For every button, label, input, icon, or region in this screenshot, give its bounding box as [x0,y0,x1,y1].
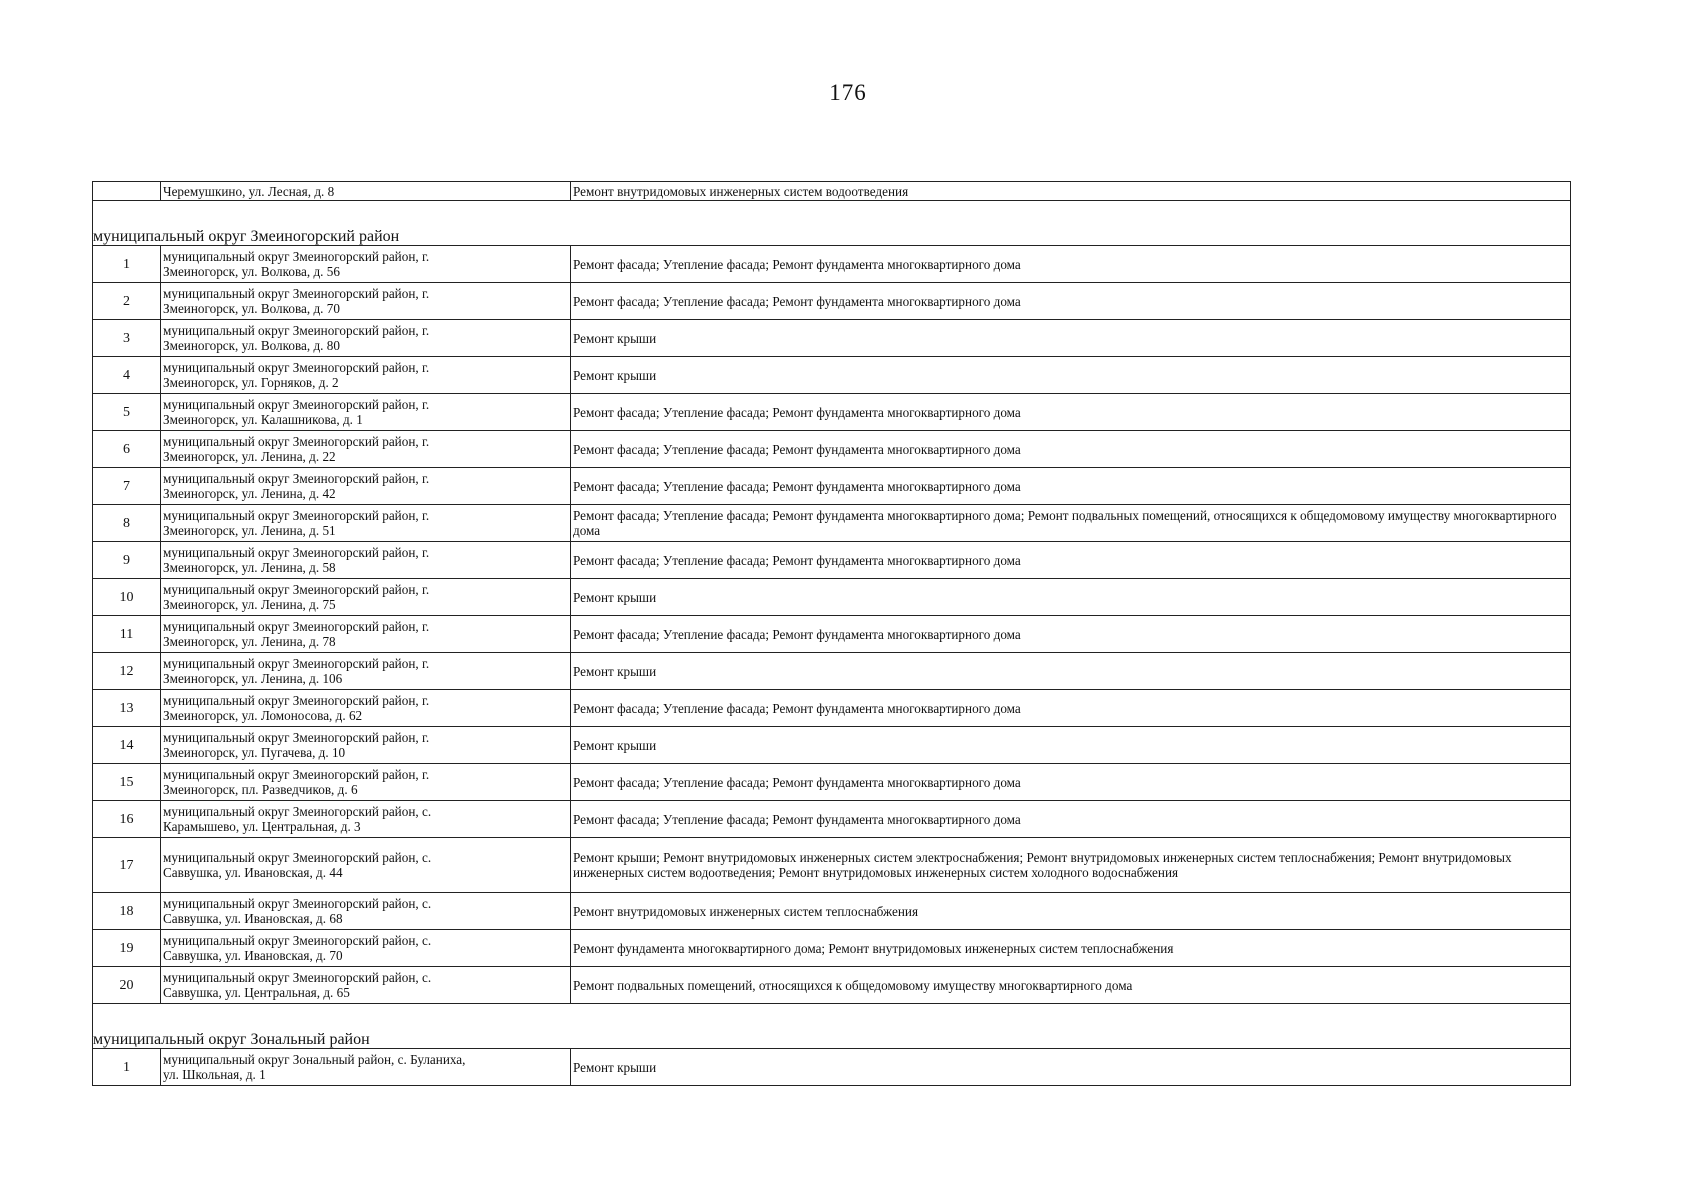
table-row [93,616,1571,653]
row-number: 6 [93,431,161,468]
row-number: 13 [93,690,161,727]
address-line-1: муниципальный округ Змеиногорский район, г. [163,360,430,375]
row-number: 11 [93,616,161,653]
address-line-1: муниципальный округ Змеиногорский район, г. [163,397,430,412]
repair-table [92,181,1571,1086]
work-cell: Ремонт фасада; Утепление фасада; Ремонт фундамента многоквартирного дома [571,616,1571,653]
section-title: муниципальный округ Зональный район [93,1031,370,1048]
table-row [93,320,1571,357]
table-row [93,579,1571,616]
address-cell: Черемушкино, ул. Лесная, д. 8 [161,182,571,201]
row-number: 2 [93,283,161,320]
row-number: 10 [93,579,161,616]
table-row [93,801,1571,838]
row-number: 1 [93,1049,161,1086]
address-line-2: Змеиногорск, пл. Разведчиков, д. 6 [163,782,358,797]
work-cell: Ремонт крыши [571,727,1571,764]
row-number: 17 [93,838,161,893]
address-line-2: Саввушка, ул. Ивановская, д. 68 [163,911,343,926]
table-row [93,394,1571,431]
address-line-2: Змеиногорск, ул. Ленина, д. 22 [163,449,336,464]
address-line-1: муниципальный округ Зональный район, с. Буланиха, [163,1052,466,1067]
row-number: 8 [93,505,161,542]
address-line-2: Саввушка, ул. Ивановская, д. 44 [163,865,343,880]
work-cell: Ремонт фасада; Утепление фасада; Ремонт фундамента многоквартирного дома [571,246,1571,283]
address-line-1: муниципальный округ Змеиногорский район, г. [163,582,430,597]
row-number: 16 [93,801,161,838]
table-row [93,1049,1571,1086]
work-cell: Ремонт крыши [571,579,1571,616]
address-cell [161,431,571,468]
row-number: 7 [93,468,161,505]
row-number: 14 [93,727,161,764]
work-cell: Ремонт крыши [571,653,1571,690]
address-cell [161,616,571,653]
address-cell [161,505,571,542]
address-line-2: Змеиногорск, ул. Ленина, д. 42 [163,486,336,501]
address-line-2: Змеиногорск, ул. Ломоносова, д. 62 [163,708,363,723]
address-line-2: Змеиногорск, ул. Ленина, д. 51 [163,523,336,538]
table-row [93,357,1571,394]
table-row [93,653,1571,690]
work-cell: Ремонт фасада; Утепление фасада; Ремонт фундамента многоквартирного дома [571,542,1571,579]
table-row [93,838,1571,893]
address-cell [161,1049,571,1086]
address-cell [161,394,571,431]
table-row [93,246,1571,283]
table-row [93,182,1571,201]
table-row [93,542,1571,579]
address-line-1: муниципальный округ Змеиногорский район, с. [163,896,432,911]
address-cell [161,930,571,967]
section-header-cell [93,201,1571,246]
address-line-1: муниципальный округ Змеиногорский район, с. [163,804,432,819]
row-number: 1 [93,246,161,283]
table-row [93,431,1571,468]
address-line-1: муниципальный округ Змеиногорский район, г. [163,508,430,523]
address-line-2: Змеиногорск, ул. Ленина, д. 75 [163,597,336,612]
work-cell: Ремонт крыши [571,357,1571,394]
table-row [93,967,1571,1004]
address-line-2: Змеиногорск, ул. Пугачева, д. 10 [163,745,346,760]
address-cell [161,764,571,801]
work-cell: Ремонт внутридомовых инженерных систем водоотведения [571,182,1571,201]
work-cell: Ремонт фасада; Утепление фасада; Ремонт фундамента многоквартирного дома; Ремонт подвальных помещений, относящихся к общедомовому имуществу многоквартирного дома [571,505,1571,542]
address-cell [161,653,571,690]
address-line-2: Карамышево, ул. Центральная, д. 3 [163,819,361,834]
address-line-1: муниципальный округ Змеиногорский район, г. [163,693,430,708]
table-row [93,727,1571,764]
address-line-2: Змеиногорск, ул. Горняков, д. 2 [163,375,339,390]
address-line-1: муниципальный округ Змеиногорский район, г. [163,323,430,338]
address-line-2: ул. Школьная, д. 1 [163,1067,266,1082]
work-cell: Ремонт внутридомовых инженерных систем теплоснабжения [571,893,1571,930]
row-number: 12 [93,653,161,690]
address-line-1: муниципальный округ Змеиногорский район, с. [163,970,432,985]
address-cell [161,283,571,320]
address-line-1: муниципальный округ Змеиногорский район, г. [163,471,430,486]
table-row [93,468,1571,505]
address-line-1: муниципальный округ Змеиногорский район, г. [163,434,430,449]
work-cell: Ремонт фасада; Утепление фасада; Ремонт фундамента многоквартирного дома [571,431,1571,468]
work-cell: Ремонт крыши; Ремонт внутридомовых инженерных систем электроснабжения; Ремонт внутридомовых инженерных систем теплоснабжения; Ремонт внутридомовых инженерных систем водоотведения; Ремонт внутридомовых инженерных систем холодного водоснабжения [571,838,1571,893]
address-line-1: муниципальный округ Змеиногорский район, г. [163,249,430,264]
address-cell [161,357,571,394]
address-cell [161,967,571,1004]
address-cell [161,838,571,893]
work-cell: Ремонт фасада; Утепление фасада; Ремонт фундамента многоквартирного дома [571,394,1571,431]
address-line-1: муниципальный округ Змеиногорский район, с. [163,850,432,865]
address-cell [161,468,571,505]
work-cell: Ремонт крыши [571,1049,1571,1086]
work-cell: Ремонт фасада; Утепление фасада; Ремонт фундамента многоквартирного дома [571,468,1571,505]
row-number [93,182,161,201]
work-cell: Ремонт фундамента многоквартирного дома; Ремонт внутридомовых инженерных систем теплоснабжения [571,930,1571,967]
section-header-row [93,201,1571,246]
section-header-row [93,1004,1571,1049]
address-line-1: муниципальный округ Змеиногорский район, г. [163,286,430,301]
table-row [93,690,1571,727]
row-number: 18 [93,893,161,930]
row-number: 5 [93,394,161,431]
work-cell: Ремонт подвальных помещений, относящихся к общедомовому имуществу многоквартирного дома [571,967,1571,1004]
address-cell [161,801,571,838]
address-cell [161,690,571,727]
address-line-1: муниципальный округ Змеиногорский район, г. [163,730,430,745]
work-cell: Ремонт крыши [571,320,1571,357]
table-row [93,764,1571,801]
address-line-2: Змеиногорск, ул. Волкова, д. 80 [163,338,340,353]
address-line-2: Саввушка, ул. Ивановская, д. 70 [163,948,343,963]
row-number: 15 [93,764,161,801]
page-number: 176 [829,80,867,105]
address-cell [161,579,571,616]
address-cell [161,893,571,930]
section-header-cell [93,1004,1571,1049]
address-cell [161,246,571,283]
row-number: 20 [93,967,161,1004]
address-line-2: Змеиногорск, ул. Калашникова, д. 1 [163,412,363,427]
address-cell [161,727,571,764]
row-number: 9 [93,542,161,579]
table-row [93,893,1571,930]
address-line-1: муниципальный округ Змеиногорский район, г. [163,656,430,671]
row-number: 19 [93,930,161,967]
section-title: муниципальный округ Змеиногорский район [93,228,400,245]
work-cell: Ремонт фасада; Утепление фасада; Ремонт фундамента многоквартирного дома [571,801,1571,838]
table-row [93,283,1571,320]
address-line-1: муниципальный округ Змеиногорский район, г. [163,619,430,634]
address-line-2: Змеиногорск, ул. Волкова, д. 56 [163,264,340,279]
address-line-2: Змеиногорск, ул. Ленина, д. 78 [163,634,336,649]
address-line-1: муниципальный округ Змеиногорский район, г. [163,767,430,782]
row-number: 4 [93,357,161,394]
address-line-2: Змеиногорск, ул. Ленина, д. 106 [163,671,343,686]
address-line-2: Змеиногорск, ул. Ленина, д. 58 [163,560,336,575]
address-line-2: Змеиногорск, ул. Волкова, д. 70 [163,301,340,316]
row-number: 3 [93,320,161,357]
table-row [93,505,1571,542]
address-line-2: Саввушка, ул. Центральная, д. 65 [163,985,350,1000]
address-cell [161,320,571,357]
address-line-1: муниципальный округ Змеиногорский район, г. [163,545,430,560]
table-row [93,930,1571,967]
work-cell: Ремонт фасада; Утепление фасада; Ремонт фундамента многоквартирного дома [571,690,1571,727]
address-line-1: муниципальный округ Змеиногорский район, с. [163,933,432,948]
work-cell: Ремонт фасада; Утепление фасада; Ремонт фундамента многоквартирного дома [571,283,1571,320]
address-cell [161,542,571,579]
work-cell: Ремонт фасада; Утепление фасада; Ремонт фундамента многоквартирного дома [571,764,1571,801]
